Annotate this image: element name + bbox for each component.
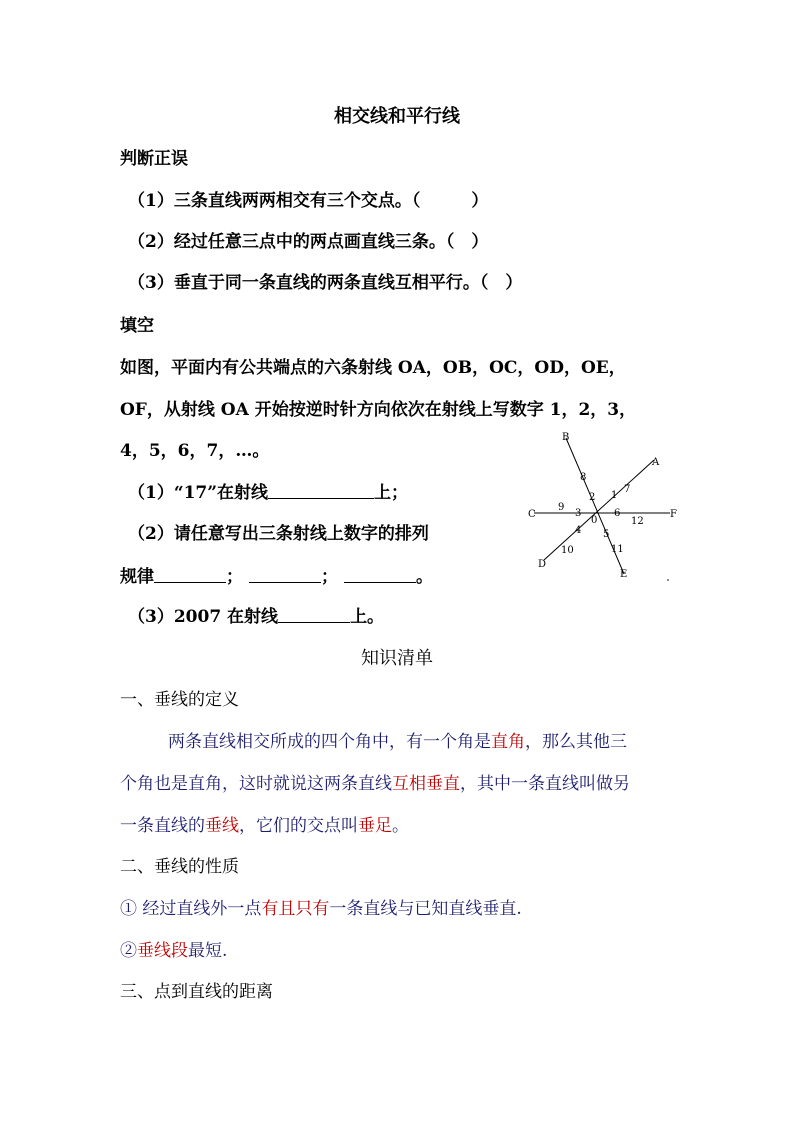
ray-number: 2 [589,492,596,503]
property-text: ① 经过直线外一点 [120,899,262,919]
ray-number: 3 [575,508,582,519]
diagram-dot [667,579,669,581]
highlight-only-one: 有且只有 [261,899,330,919]
fill-q2-line-2 [120,566,433,588]
definition-text: 个角也是直角，这时就说这两条直线 [120,774,392,794]
definition-text: ，其中一条直线叫做另 [460,774,630,794]
section-heading-fill: 填空 [120,316,154,336]
label-f: F [670,509,677,520]
ray-number: 7 [624,484,631,495]
label-e: E [620,569,628,580]
definition-line-3 [120,815,409,837]
separator: ； [321,567,338,587]
ray-number: 1 [611,490,618,501]
definition-text: 两条直线相交所成的四个角中，有一个角是 [168,732,491,752]
ray-number: 9 [558,502,565,513]
separator: ； [226,567,243,587]
fill-intro-line-2: OF，从射线 OA 开始按逆时针方向依次在射线上写数字 1，2，3， [120,400,637,420]
fill-intro-line-3: 4，5，6，7，…。 [120,441,270,461]
label-b: B [562,432,570,443]
fill-q2-line-1: （2）请任意写出三条射线上数字的排列 [128,524,429,544]
definition-line-1 [168,731,627,753]
judge-item-3: （3）垂直于同一条直线的两条直线互相平行。（ ） [128,273,523,293]
highlight-foot: 垂足 [358,816,392,836]
answer-blank[interactable] [268,488,374,499]
page-title: 相交线和平行线 [334,106,460,127]
label-d: D [538,559,547,570]
ray-number: 4 [575,525,582,536]
label-a: A [652,457,660,468]
highlight-right-angle: 直角 [491,732,525,752]
answer-blank[interactable] [154,572,226,583]
ray-number: 11 [611,544,624,555]
judge-item-2: （2）经过任意三点中的两点画直线三条。（ ） [128,232,489,252]
definition-text: 。 [392,816,409,836]
fill-q3-suffix: 上。 [350,607,385,627]
answer-blank[interactable] [344,572,416,583]
knowledge-title: 知识清单 [361,648,433,669]
fill-q3-prefix: （3）2007 在射线 [128,607,279,627]
fill-intro-line-1: 如图，平面内有公共端点的六条射线 OA，OB，OC，OD，OE， [120,358,626,378]
property-text: 一条直线与已知直线垂直. [329,899,522,919]
property-2 [120,940,227,962]
knowledge-heading-2: 二、垂线的性质 [120,857,239,877]
fill-q1-suffix: 上； [374,483,409,503]
highlight-perpendicular: 互相垂直 [392,774,460,794]
property-text: 最短. [188,941,228,961]
property-1 [120,898,522,920]
ray-number: 8 [580,472,587,483]
property-text: ② [120,941,137,961]
fill-q3 [128,606,384,628]
answer-blank[interactable] [249,572,321,583]
knowledge-heading-1: 一、垂线的定义 [120,690,239,710]
highlight-perpendicular-segment: 垂线段 [137,941,188,961]
ray-number: 5 [603,529,610,540]
label-c: C [528,509,536,520]
definition-text: ，它们的交点叫 [239,816,358,836]
label-origin: 0 [591,515,598,526]
ray-number: 10 [561,545,574,556]
definition-text: 一条直线的 [120,816,205,836]
highlight-perpendicular-line: 垂线 [205,816,239,836]
fill-q1 [128,482,408,504]
fill-q2-end: 。 [416,567,433,587]
fill-q2-prefix: 规律 [120,567,154,587]
knowledge-heading-3: 三、点到直线的距离 [120,982,273,1002]
definition-line-2 [120,773,630,795]
ray-number: 12 [631,516,644,527]
section-heading-judge: 判断正误 [120,149,188,169]
answer-blank[interactable] [278,612,350,623]
judge-item-1: （1）三条直线两两相交有三个交点。（ ） [128,191,489,211]
rays-diagram [520,428,690,588]
definition-text: ，那么其他三 [525,732,627,752]
ray-number: 6 [614,508,621,519]
fill-q1-prefix: （1）“17”在射线 [128,483,269,503]
